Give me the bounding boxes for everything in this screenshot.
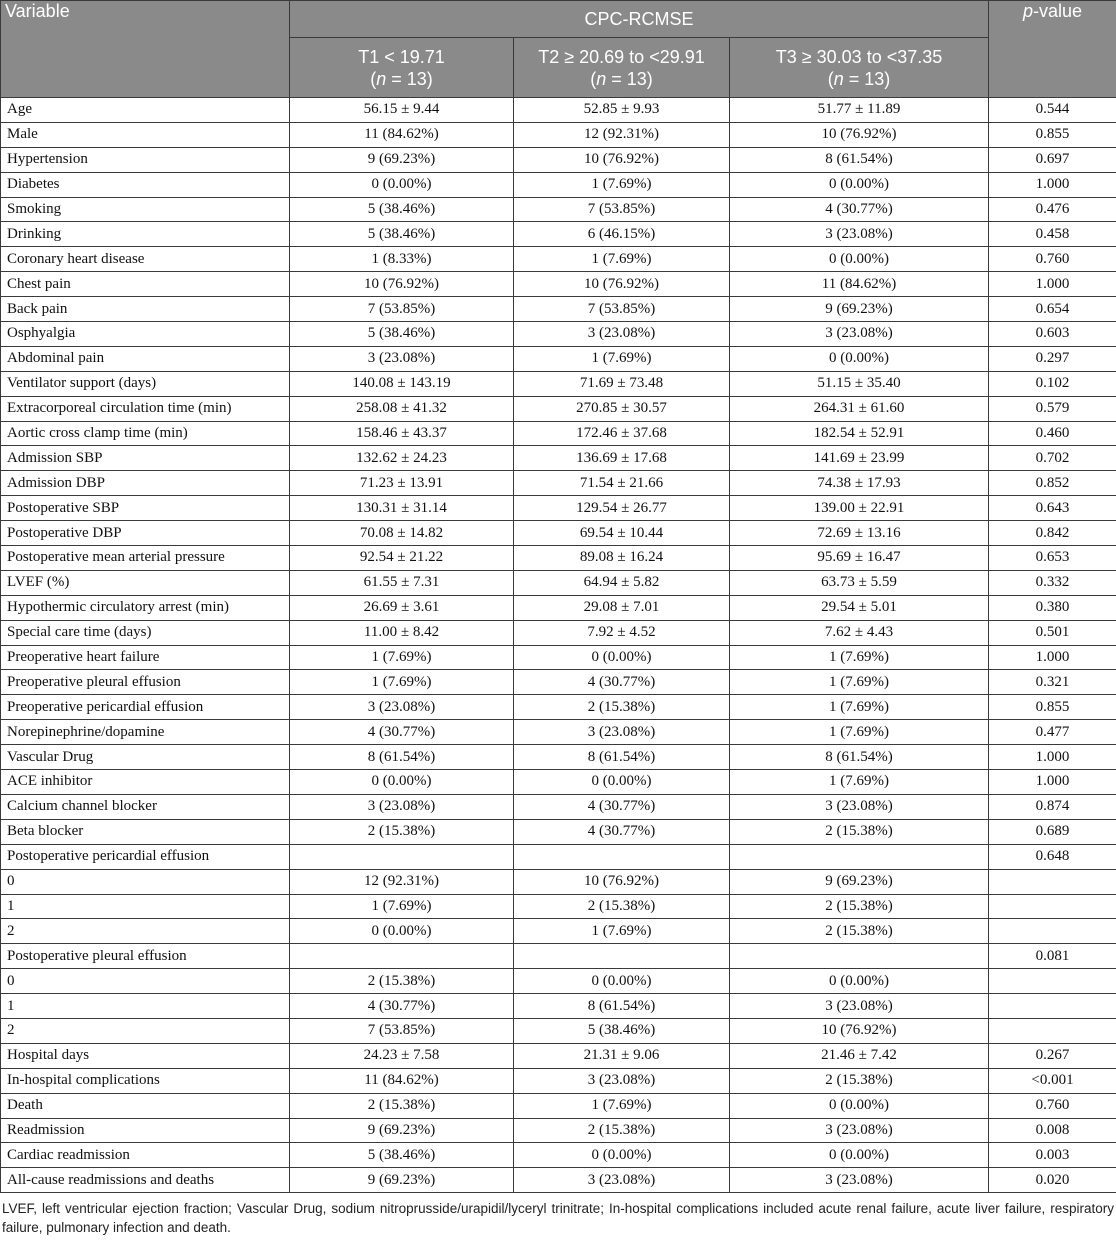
cell-pvalue: 0.653 xyxy=(989,546,1116,571)
cell-pvalue xyxy=(989,869,1116,894)
cell-t3: 264.31 ± 61.60 xyxy=(730,396,989,421)
cell-t1: 8 (61.54%) xyxy=(290,745,514,770)
cell-t1: 5 (38.46%) xyxy=(290,222,514,247)
cell-t1: 26.69 ± 3.61 xyxy=(290,595,514,620)
cell-t3: 2 (15.38%) xyxy=(730,894,989,919)
cell-pvalue: <0.001 xyxy=(989,1068,1116,1093)
cell-pvalue: 0.008 xyxy=(989,1118,1116,1143)
cell-t2: 10 (76.92%) xyxy=(514,147,730,172)
cell-pvalue: 0.603 xyxy=(989,322,1116,347)
cell-pvalue xyxy=(989,969,1116,994)
cell-t2: 4 (30.77%) xyxy=(514,794,730,819)
cell-t1: 61.55 ± 7.31 xyxy=(290,570,514,595)
cell-t1: 11 (84.62%) xyxy=(290,122,514,147)
cell-t1: 1 (7.69%) xyxy=(290,645,514,670)
cell-t2: 12 (92.31%) xyxy=(514,122,730,147)
table-row xyxy=(1,720,1116,745)
cell-t3: 0 (0.00%) xyxy=(730,172,989,197)
cell-pvalue: 1.000 xyxy=(989,645,1116,670)
cell-t1: 9 (69.23%) xyxy=(290,1168,514,1193)
cell-t1: 0 (0.00%) xyxy=(290,770,514,795)
cell-t3: 3 (23.08%) xyxy=(730,1118,989,1143)
cell-pvalue: 0.760 xyxy=(989,247,1116,272)
cell-t1: 5 (38.46%) xyxy=(290,197,514,222)
header-group: CPC-RCMSE xyxy=(290,1,989,38)
cell-t2: 0 (0.00%) xyxy=(514,770,730,795)
cell-variable: Postoperative DBP xyxy=(1,521,290,546)
cell-t3: 10 (76.92%) xyxy=(730,1018,989,1043)
header-variable: Variable xyxy=(1,1,290,98)
cell-pvalue: 1.000 xyxy=(989,770,1116,795)
cell-variable: Osphyalgia xyxy=(1,322,290,347)
table-row xyxy=(1,1018,1116,1043)
cell-t3: 2 (15.38%) xyxy=(730,819,989,844)
table-row xyxy=(1,969,1116,994)
cell-t3: 72.69 ± 13.16 xyxy=(730,521,989,546)
table-footnote: LVEF, left ventricular ejection fraction; Vascular Drug, sodium nitroprusside/urapidil/lyceryl trinitrate; In-hospital complications included acute renal failure, acute liver failure, respiratory failure, pulmonary infection and death. xyxy=(2,1201,1114,1236)
cell-pvalue: 0.702 xyxy=(989,446,1116,471)
table-row xyxy=(1,1143,1116,1168)
cell-variable: Ventilator support (days) xyxy=(1,371,290,396)
cell-t3: 0 (0.00%) xyxy=(730,969,989,994)
cell-t3: 3 (23.08%) xyxy=(730,222,989,247)
cell-t2: 2 (15.38%) xyxy=(514,695,730,720)
cell-t1: 2 (15.38%) xyxy=(290,969,514,994)
cell-t3: 7.62 ± 4.43 xyxy=(730,620,989,645)
cell-t2: 3 (23.08%) xyxy=(514,1168,730,1193)
cell-t1: 2 (15.38%) xyxy=(290,819,514,844)
table-row xyxy=(1,944,1116,969)
cell-t2: 270.85 ± 30.57 xyxy=(514,396,730,421)
cell-pvalue: 0.643 xyxy=(989,496,1116,521)
table-row xyxy=(1,1168,1116,1193)
cell-pvalue: 0.020 xyxy=(989,1168,1116,1193)
cell-t3: 9 (69.23%) xyxy=(730,297,989,322)
cell-t1: 9 (69.23%) xyxy=(290,147,514,172)
cell-t2: 1 (7.69%) xyxy=(514,247,730,272)
cell-t1: 2 (15.38%) xyxy=(290,1093,514,1118)
header-t1-label: T1 < 19.71 xyxy=(358,46,445,67)
cell-t1: 132.62 ± 24.23 xyxy=(290,446,514,471)
table-row xyxy=(1,172,1116,197)
cell-variable: Male xyxy=(1,122,290,147)
cell-t3: 3 (23.08%) xyxy=(730,1168,989,1193)
cell-pvalue: 0.874 xyxy=(989,794,1116,819)
header-t3 xyxy=(730,38,989,98)
cell-t3: 3 (23.08%) xyxy=(730,994,989,1019)
cell-t2: 89.08 ± 16.24 xyxy=(514,546,730,571)
cell-variable: Extracorporeal circulation time (min) xyxy=(1,396,290,421)
cell-t2: 10 (76.92%) xyxy=(514,869,730,894)
cell-t2: 0 (0.00%) xyxy=(514,969,730,994)
table-row xyxy=(1,421,1116,446)
cell-variable: Special care time (days) xyxy=(1,620,290,645)
cell-t3: 10 (76.92%) xyxy=(730,122,989,147)
header-pvalue-italic: p xyxy=(1023,1,1034,21)
table-row xyxy=(1,396,1116,421)
cell-variable: LVEF (%) xyxy=(1,570,290,595)
cell-variable: Preoperative heart failure xyxy=(1,645,290,670)
cell-pvalue: 0.544 xyxy=(989,98,1116,123)
cell-t1 xyxy=(290,944,514,969)
cell-t3: 3 (23.08%) xyxy=(730,322,989,347)
cell-t2: 1 (7.69%) xyxy=(514,172,730,197)
cell-t1 xyxy=(290,844,514,869)
table-row xyxy=(1,272,1116,297)
cell-pvalue xyxy=(989,1018,1116,1043)
cell-variable: All-cause readmissions and deaths xyxy=(1,1168,290,1193)
cell-t3: 51.15 ± 35.40 xyxy=(730,371,989,396)
cell-t1: 0 (0.00%) xyxy=(290,172,514,197)
cell-variable: 1 xyxy=(1,994,290,1019)
cell-t1: 258.08 ± 41.32 xyxy=(290,396,514,421)
table-row xyxy=(1,645,1116,670)
cell-t3: 0 (0.00%) xyxy=(730,1143,989,1168)
table-row xyxy=(1,844,1116,869)
cell-variable: Readmission xyxy=(1,1118,290,1143)
cell-t3: 9 (69.23%) xyxy=(730,869,989,894)
cell-t2: 3 (23.08%) xyxy=(514,720,730,745)
cell-pvalue: 0.852 xyxy=(989,471,1116,496)
cell-pvalue: 0.267 xyxy=(989,1043,1116,1068)
cell-t3: 21.46 ± 7.42 xyxy=(730,1043,989,1068)
cell-t2 xyxy=(514,944,730,969)
cell-t2: 1 (7.69%) xyxy=(514,1093,730,1118)
cell-t3: 63.73 ± 5.59 xyxy=(730,570,989,595)
table-body xyxy=(1,98,1116,1193)
cell-pvalue: 0.855 xyxy=(989,122,1116,147)
cell-variable: Admission SBP xyxy=(1,446,290,471)
cell-pvalue: 0.855 xyxy=(989,695,1116,720)
cell-pvalue: 0.689 xyxy=(989,819,1116,844)
cell-variable: Postoperative pleural effusion xyxy=(1,944,290,969)
cell-variable: 0 xyxy=(1,969,290,994)
cell-pvalue: 0.654 xyxy=(989,297,1116,322)
cell-t1: 158.46 ± 43.37 xyxy=(290,421,514,446)
table-header xyxy=(1,1,1116,98)
cell-t2: 1 (7.69%) xyxy=(514,346,730,371)
cell-variable: Postoperative pericardial effusion xyxy=(1,844,290,869)
cell-t1: 4 (30.77%) xyxy=(290,720,514,745)
header-pvalue-rest: -value xyxy=(1033,1,1083,21)
table-row xyxy=(1,521,1116,546)
table-row xyxy=(1,322,1116,347)
cell-variable: Admission DBP xyxy=(1,471,290,496)
table-row xyxy=(1,794,1116,819)
cell-t3: 1 (7.69%) xyxy=(730,695,989,720)
cell-t2: 21.31 ± 9.06 xyxy=(514,1043,730,1068)
cell-t3: 0 (0.00%) xyxy=(730,346,989,371)
table-row xyxy=(1,446,1116,471)
cell-variable: Beta blocker xyxy=(1,819,290,844)
cell-t1: 71.23 ± 13.91 xyxy=(290,471,514,496)
cell-variable: 2 xyxy=(1,919,290,944)
cell-pvalue: 0.460 xyxy=(989,421,1116,446)
cell-t2: 7 (53.85%) xyxy=(514,197,730,222)
cell-pvalue: 0.477 xyxy=(989,720,1116,745)
cell-t2: 5 (38.46%) xyxy=(514,1018,730,1043)
cell-variable: Norepinephrine/dopamine xyxy=(1,720,290,745)
cell-t2: 29.08 ± 7.01 xyxy=(514,595,730,620)
cell-t2 xyxy=(514,844,730,869)
cell-t2: 4 (30.77%) xyxy=(514,670,730,695)
cell-t3: 8 (61.54%) xyxy=(730,147,989,172)
cell-t3: 3 (23.08%) xyxy=(730,794,989,819)
cell-pvalue: 0.648 xyxy=(989,844,1116,869)
cell-t1: 4 (30.77%) xyxy=(290,994,514,1019)
cell-variable: Postoperative SBP xyxy=(1,496,290,521)
cell-t3: 74.38 ± 17.93 xyxy=(730,471,989,496)
cell-t1: 9 (69.23%) xyxy=(290,1118,514,1143)
table-row xyxy=(1,670,1116,695)
cell-variable: Vascular Drug xyxy=(1,745,290,770)
header-t2 xyxy=(514,38,730,98)
header-t2-n: (n = 13) xyxy=(590,68,653,89)
header-t3-n: (n = 13) xyxy=(827,68,891,89)
table-row xyxy=(1,620,1116,645)
cell-pvalue: 0.458 xyxy=(989,222,1116,247)
cell-variable: Aortic cross clamp time (min) xyxy=(1,421,290,446)
cell-pvalue: 0.321 xyxy=(989,670,1116,695)
table-row xyxy=(1,919,1116,944)
cell-t3: 29.54 ± 5.01 xyxy=(730,595,989,620)
cell-t2: 6 (46.15%) xyxy=(514,222,730,247)
cell-t2: 7 (53.85%) xyxy=(514,297,730,322)
cell-pvalue: 0.476 xyxy=(989,197,1116,222)
cell-t2: 8 (61.54%) xyxy=(514,745,730,770)
cell-t1: 3 (23.08%) xyxy=(290,794,514,819)
cell-t2: 172.46 ± 37.68 xyxy=(514,421,730,446)
cell-t1: 10 (76.92%) xyxy=(290,272,514,297)
table-row xyxy=(1,122,1116,147)
table-row xyxy=(1,197,1116,222)
table-row xyxy=(1,869,1116,894)
cell-t3: 2 (15.38%) xyxy=(730,1068,989,1093)
cell-variable: 2 xyxy=(1,1018,290,1043)
cell-t2: 129.54 ± 26.77 xyxy=(514,496,730,521)
cell-t3 xyxy=(730,844,989,869)
table-row xyxy=(1,1093,1116,1118)
cell-t3: 1 (7.69%) xyxy=(730,770,989,795)
table-row xyxy=(1,471,1116,496)
cell-pvalue: 0.332 xyxy=(989,570,1116,595)
table-row xyxy=(1,371,1116,396)
cell-t1: 5 (38.46%) xyxy=(290,1143,514,1168)
cell-t2: 2 (15.38%) xyxy=(514,1118,730,1143)
cell-t1: 56.15 ± 9.44 xyxy=(290,98,514,123)
cell-t2: 8 (61.54%) xyxy=(514,994,730,1019)
cell-variable: Age xyxy=(1,98,290,123)
cell-pvalue: 0.579 xyxy=(989,396,1116,421)
table-row xyxy=(1,994,1116,1019)
cell-pvalue xyxy=(989,894,1116,919)
table-row xyxy=(1,147,1116,172)
cell-t3: 8 (61.54%) xyxy=(730,745,989,770)
table-row xyxy=(1,297,1116,322)
cell-t1: 140.08 ± 143.19 xyxy=(290,371,514,396)
cell-variable: Hospital days xyxy=(1,1043,290,1068)
cell-t1: 0 (0.00%) xyxy=(290,919,514,944)
table-row xyxy=(1,570,1116,595)
cell-t2: 10 (76.92%) xyxy=(514,272,730,297)
cell-t2: 71.69 ± 73.48 xyxy=(514,371,730,396)
cell-t1: 1 (8.33%) xyxy=(290,247,514,272)
cell-t1: 92.54 ± 21.22 xyxy=(290,546,514,571)
table-row xyxy=(1,546,1116,571)
cell-t1: 1 (7.69%) xyxy=(290,894,514,919)
cell-t2: 136.69 ± 17.68 xyxy=(514,446,730,471)
cell-pvalue xyxy=(989,919,1116,944)
table-row xyxy=(1,894,1116,919)
cell-variable: Smoking xyxy=(1,197,290,222)
cell-pvalue: 0.102 xyxy=(989,371,1116,396)
cell-pvalue xyxy=(989,994,1116,1019)
cell-t1: 3 (23.08%) xyxy=(290,346,514,371)
cell-t3: 11 (84.62%) xyxy=(730,272,989,297)
cell-variable: Diabetes xyxy=(1,172,290,197)
cell-t2: 4 (30.77%) xyxy=(514,819,730,844)
cell-pvalue: 0.760 xyxy=(989,1093,1116,1118)
cell-variable: Coronary heart disease xyxy=(1,247,290,272)
cell-t2: 3 (23.08%) xyxy=(514,1068,730,1093)
cell-variable: Preoperative pleural effusion xyxy=(1,670,290,695)
cell-t1: 11 (84.62%) xyxy=(290,1068,514,1093)
table-row xyxy=(1,346,1116,371)
table-row xyxy=(1,1118,1116,1143)
cell-variable: Calcium channel blocker xyxy=(1,794,290,819)
cell-pvalue: 1.000 xyxy=(989,272,1116,297)
table-row xyxy=(1,1043,1116,1068)
cell-t3: 1 (7.69%) xyxy=(730,645,989,670)
cell-variable: Preoperative pericardial effusion xyxy=(1,695,290,720)
cell-t1: 12 (92.31%) xyxy=(290,869,514,894)
table-row xyxy=(1,247,1116,272)
cell-variable: Chest pain xyxy=(1,272,290,297)
cell-pvalue: 0.380 xyxy=(989,595,1116,620)
cell-pvalue: 0.081 xyxy=(989,944,1116,969)
cell-t1: 7 (53.85%) xyxy=(290,1018,514,1043)
cell-variable: ACE inhibitor xyxy=(1,770,290,795)
cell-variable: 0 xyxy=(1,869,290,894)
cell-t3: 51.77 ± 11.89 xyxy=(730,98,989,123)
cell-t3: 139.00 ± 22.91 xyxy=(730,496,989,521)
cell-variable: In-hospital complications xyxy=(1,1068,290,1093)
cell-t3: 95.69 ± 16.47 xyxy=(730,546,989,571)
cell-variable: Death xyxy=(1,1093,290,1118)
header-t1-n: (n = 13) xyxy=(370,68,433,89)
table-row xyxy=(1,98,1116,123)
cell-t3: 182.54 ± 52.91 xyxy=(730,421,989,446)
cell-t3: 0 (0.00%) xyxy=(730,1093,989,1118)
cell-t3: 2 (15.38%) xyxy=(730,919,989,944)
cell-variable: Hypertension xyxy=(1,147,290,172)
cell-t3: 1 (7.69%) xyxy=(730,720,989,745)
cell-pvalue: 0.297 xyxy=(989,346,1116,371)
cell-variable: 1 xyxy=(1,894,290,919)
cell-pvalue: 0.003 xyxy=(989,1143,1116,1168)
header-t1 xyxy=(290,38,514,98)
table-row xyxy=(1,1068,1116,1093)
cell-variable: Back pain xyxy=(1,297,290,322)
cell-t3: 0 (0.00%) xyxy=(730,247,989,272)
cell-variable: Drinking xyxy=(1,222,290,247)
cell-t2: 2 (15.38%) xyxy=(514,894,730,919)
cell-variable: Cardiac readmission xyxy=(1,1143,290,1168)
table-row xyxy=(1,496,1116,521)
cell-pvalue: 0.842 xyxy=(989,521,1116,546)
cell-variable: Hypothermic circulatory arrest (min) xyxy=(1,595,290,620)
cell-t2: 64.94 ± 5.82 xyxy=(514,570,730,595)
header-t3-label: T3 ≥ 30.03 to <37.35 xyxy=(775,46,943,67)
cell-t1: 5 (38.46%) xyxy=(290,322,514,347)
cell-t3: 141.69 ± 23.99 xyxy=(730,446,989,471)
cell-pvalue: 0.501 xyxy=(989,620,1116,645)
table-row xyxy=(1,222,1116,247)
cell-t1: 24.23 ± 7.58 xyxy=(290,1043,514,1068)
table-row xyxy=(1,595,1116,620)
cell-t3: 1 (7.69%) xyxy=(730,670,989,695)
cell-t3: 4 (30.77%) xyxy=(730,197,989,222)
cell-pvalue: 1.000 xyxy=(989,745,1116,770)
table-row xyxy=(1,695,1116,720)
table-row xyxy=(1,745,1116,770)
table-row xyxy=(1,819,1116,844)
cell-t1: 3 (23.08%) xyxy=(290,695,514,720)
cell-t1: 1 (7.69%) xyxy=(290,670,514,695)
cell-t2: 52.85 ± 9.93 xyxy=(514,98,730,123)
cell-variable: Abdominal pain xyxy=(1,346,290,371)
cell-t2: 1 (7.69%) xyxy=(514,919,730,944)
header-t2-label: T2 ≥ 20.69 to <29.91 xyxy=(538,46,705,67)
cell-variable: Postoperative mean arterial pressure xyxy=(1,546,290,571)
cell-pvalue: 0.697 xyxy=(989,147,1116,172)
header-pvalue xyxy=(989,1,1116,98)
cell-t2: 0 (0.00%) xyxy=(514,1143,730,1168)
cell-pvalue: 1.000 xyxy=(989,172,1116,197)
cell-t1: 11.00 ± 8.42 xyxy=(290,620,514,645)
cell-t1: 70.08 ± 14.82 xyxy=(290,521,514,546)
cell-t2: 3 (23.08%) xyxy=(514,322,730,347)
cell-t2: 69.54 ± 10.44 xyxy=(514,521,730,546)
cell-t3 xyxy=(730,944,989,969)
cell-t2: 71.54 ± 21.66 xyxy=(514,471,730,496)
cell-t2: 7.92 ± 4.52 xyxy=(514,620,730,645)
cell-t1: 130.31 ± 31.14 xyxy=(290,496,514,521)
cell-t1: 7 (53.85%) xyxy=(290,297,514,322)
cell-t2: 0 (0.00%) xyxy=(514,645,730,670)
table-row xyxy=(1,770,1116,795)
